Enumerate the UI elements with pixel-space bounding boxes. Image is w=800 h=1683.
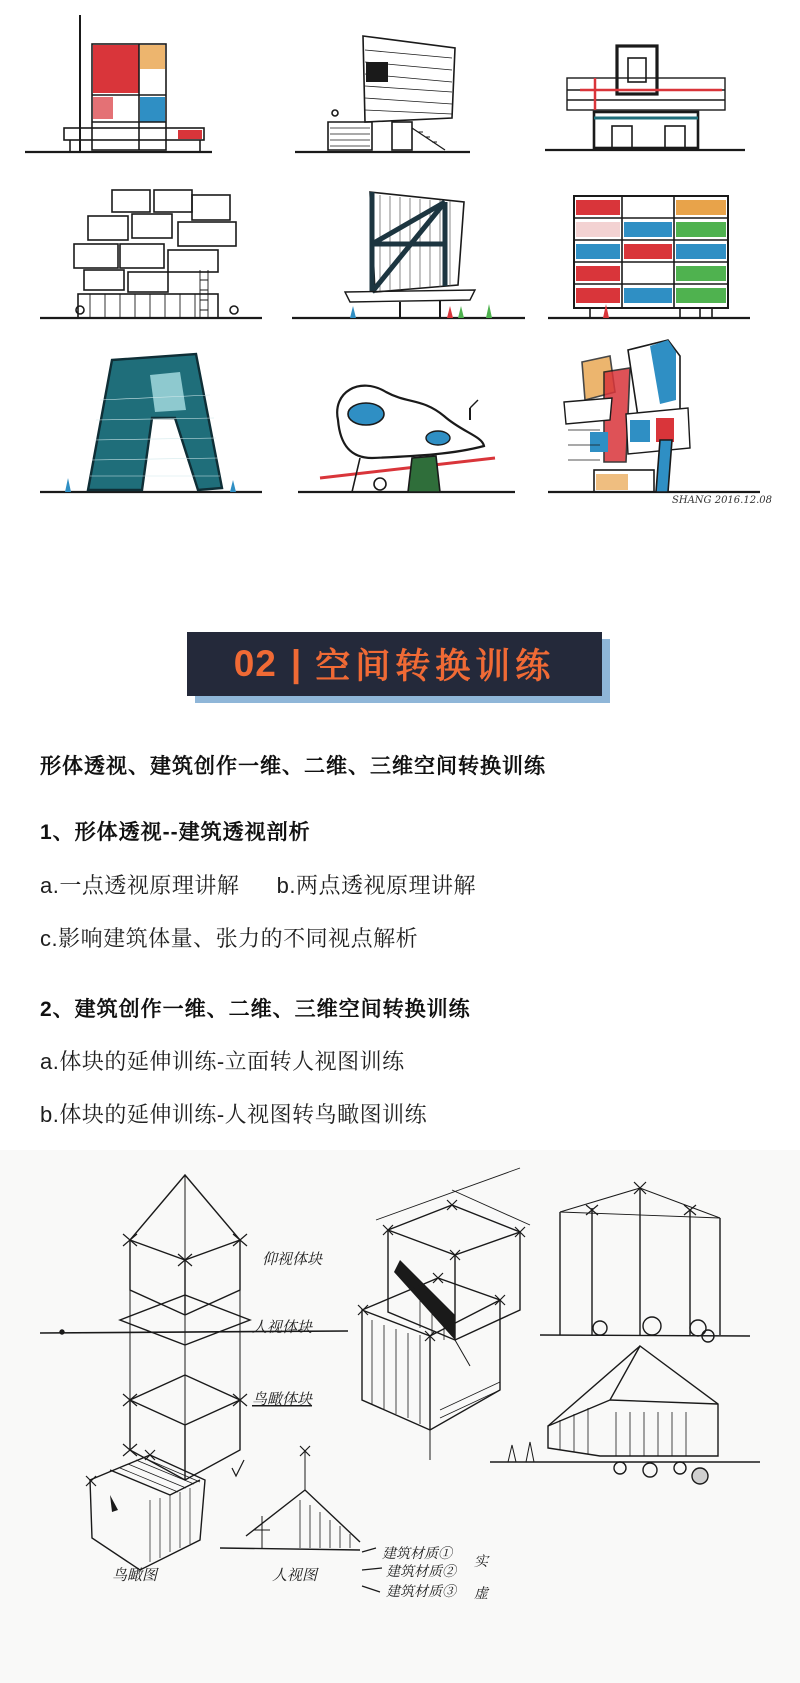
section-divider: |: [290, 643, 302, 684]
note-material-2: 建筑材质②: [386, 1564, 456, 1580]
section-title-banner: [187, 632, 602, 696]
topic2-item-a: a.体块的延伸训练-立面转人视图训练: [40, 1049, 405, 1074]
label-worm-eye-block: 仰视体块: [262, 1250, 323, 1268]
topic1-item-b: b.两点透视原理讲解: [276, 873, 476, 898]
topic1-item-row: [40, 869, 476, 900]
sketch-building-1: [25, 15, 212, 152]
label-bird-eye-block: 鸟瞰体块: [252, 1390, 313, 1408]
note-solid: 实: [474, 1554, 488, 1570]
note-void: 虚: [474, 1586, 488, 1602]
label-human-view: 人视图: [272, 1566, 318, 1584]
topic1-heading: 1、形体透视--建筑透视剖析: [40, 821, 311, 844]
sketch-building-7: [40, 354, 262, 492]
sketch-building-6: [548, 196, 750, 318]
section-number: 02: [233, 643, 277, 684]
topic2-item-b: b.体块的延伸训练-人视图转鸟瞰图训练: [40, 1102, 428, 1127]
title-box: [187, 632, 602, 696]
note-material-3: 建筑材质③: [386, 1584, 456, 1600]
label-human-eye-block: 人视体块: [252, 1318, 313, 1336]
sketch-building-2: [295, 36, 470, 152]
perspective-training-sketches: [0, 1150, 800, 1683]
sketch-building-9: [548, 340, 760, 492]
topic1-item-c: c.影响建筑体量、张力的不同视点解析: [40, 926, 419, 951]
sketch-building-5: [292, 192, 525, 318]
intro-heading: 形体透视、建筑创作一维、二维、三维空间转换训练: [40, 755, 546, 778]
sketch-building-4: [40, 190, 262, 318]
section-title: 空间转换训练: [315, 647, 556, 686]
topic1-item-a: a.一点透视原理讲解: [40, 873, 240, 898]
sketch-building-3: [545, 46, 745, 150]
note-material-1: 建筑材质①: [382, 1546, 452, 1562]
topic2-heading: 2、建筑创作一维、二维、三维空间转换训练: [40, 998, 471, 1021]
building-elevation-sketches: [0, 0, 800, 520]
sketch-signature: SHANG 2016.12.08: [672, 495, 772, 506]
sketch-building-8: [298, 386, 515, 492]
label-bird-view: 鸟瞰图: [112, 1566, 158, 1584]
